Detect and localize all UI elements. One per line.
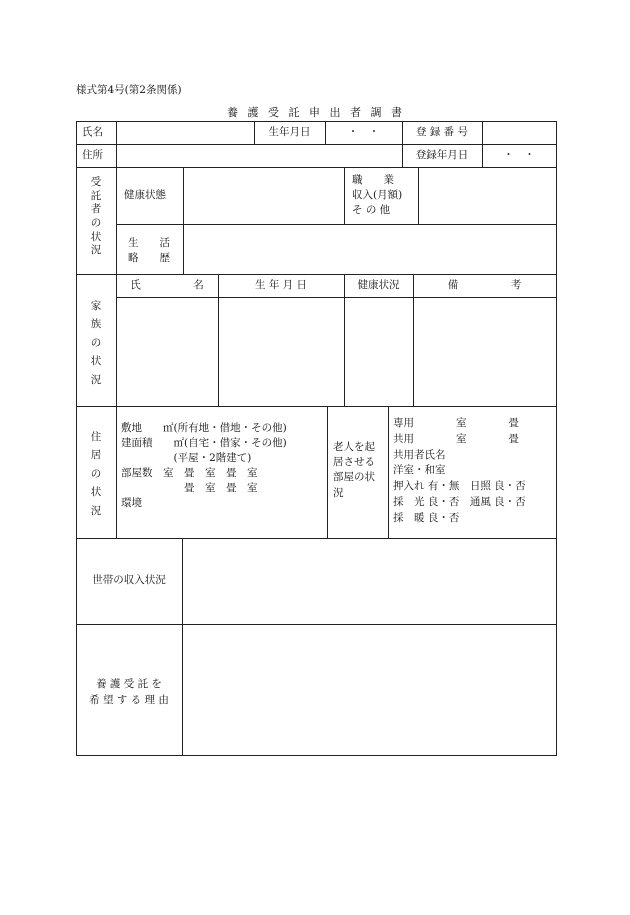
birthdate-value[interactable]: ・ ・ (347, 126, 380, 138)
rule (116, 406, 117, 538)
lighting-ventilation-line: 採 光 良・否 通風 良・否 (393, 495, 526, 508)
occupation-label (352, 173, 402, 218)
health-label: 健康状態 (124, 189, 166, 201)
birthdate-label: 生年月日 (268, 126, 311, 138)
rooms-line-2: 畳 室 畳 室 (121, 481, 258, 494)
reason-label-line: 養 護 受 託 を (96, 678, 162, 690)
heating-line: 採 暖 良・否 (393, 511, 460, 524)
life-history-label (128, 236, 170, 266)
reason-field[interactable] (183, 625, 555, 754)
family-col-birthdate: 生 年 月 日 (254, 279, 307, 291)
housing-details (121, 421, 287, 510)
reason-label-line: 希 望 す る 理 由 (89, 694, 169, 707)
rule (76, 406, 556, 407)
family-col-remarks: 備 考 (447, 279, 522, 291)
occupation-field[interactable] (419, 168, 555, 223)
rule (76, 121, 77, 756)
elder-room-details (393, 416, 526, 526)
registration-date-label: 登録年月日 (415, 149, 469, 161)
health-field[interactable] (184, 168, 343, 223)
shared-room-line: 共用 室 畳 (393, 432, 519, 445)
income-monthly-line: 収入(月額) (352, 188, 403, 201)
rooms-line: 部屋数 室 畳 室 畳 室 (121, 466, 258, 479)
rule (327, 406, 328, 538)
rule (76, 274, 556, 275)
elder-room-label: 老人を起居させる部屋の状況 (333, 441, 375, 499)
occupation-line: 職 業 (352, 174, 394, 186)
family-section-label: 家族の状況 (90, 300, 102, 386)
housing-section-label: 住居の状況 (90, 431, 102, 517)
form-number: 様式第4号(第2条関係) (76, 84, 182, 96)
rule (388, 406, 389, 538)
registration-number-field[interactable] (483, 122, 555, 143)
address-field[interactable] (117, 145, 401, 166)
shared-user-name-line: 共用者氏名 (393, 448, 446, 461)
floors-line: (平屋・2階建て) (121, 451, 252, 464)
household-income-field[interactable] (183, 539, 555, 623)
address-label: 住所 (82, 149, 103, 161)
life-history-line: 略 歴 (128, 252, 170, 265)
family-birthdate-field[interactable] (219, 298, 343, 405)
name-field[interactable] (117, 122, 253, 143)
building-area-line: 建面積 ㎡(自宅・借家・その他) (121, 436, 287, 449)
other-line: そ の 他 (352, 203, 391, 216)
rule (344, 167, 345, 224)
life-history-field[interactable] (184, 225, 555, 273)
family-col-health: 健康状況 (357, 279, 400, 291)
private-room-line: 専用 室 畳 (393, 417, 519, 429)
family-health-field[interactable] (345, 298, 412, 405)
page-title: 養 護 受 託 申 出 者 調 書 (227, 106, 405, 119)
closet-sunlight-line: 押入れ 有・無 日照 良・否 (393, 480, 526, 492)
environment-line: 環境 (121, 496, 142, 509)
rule (556, 121, 557, 756)
life-history-line: 生 活 (128, 237, 170, 249)
household-income-label: 世帯の収入状況 (92, 574, 166, 586)
name-label: 氏名 (82, 126, 103, 138)
room-style-line: 洋室・和室 (393, 464, 446, 477)
registration-number-label: 登 録 番 号 (415, 126, 468, 138)
rule (76, 755, 556, 756)
reason-label (76, 676, 182, 709)
trustee-section-label: 受託者の状況 (90, 176, 102, 257)
registration-date-value[interactable]: ・ ・ (503, 149, 535, 161)
family-col-name: 氏 名 (130, 279, 204, 291)
family-remarks-field[interactable] (414, 298, 555, 405)
family-name-field[interactable] (117, 298, 217, 405)
site-area-line: 敷地 ㎡(所有地・借地・その他) (121, 422, 287, 434)
rule (116, 167, 117, 274)
